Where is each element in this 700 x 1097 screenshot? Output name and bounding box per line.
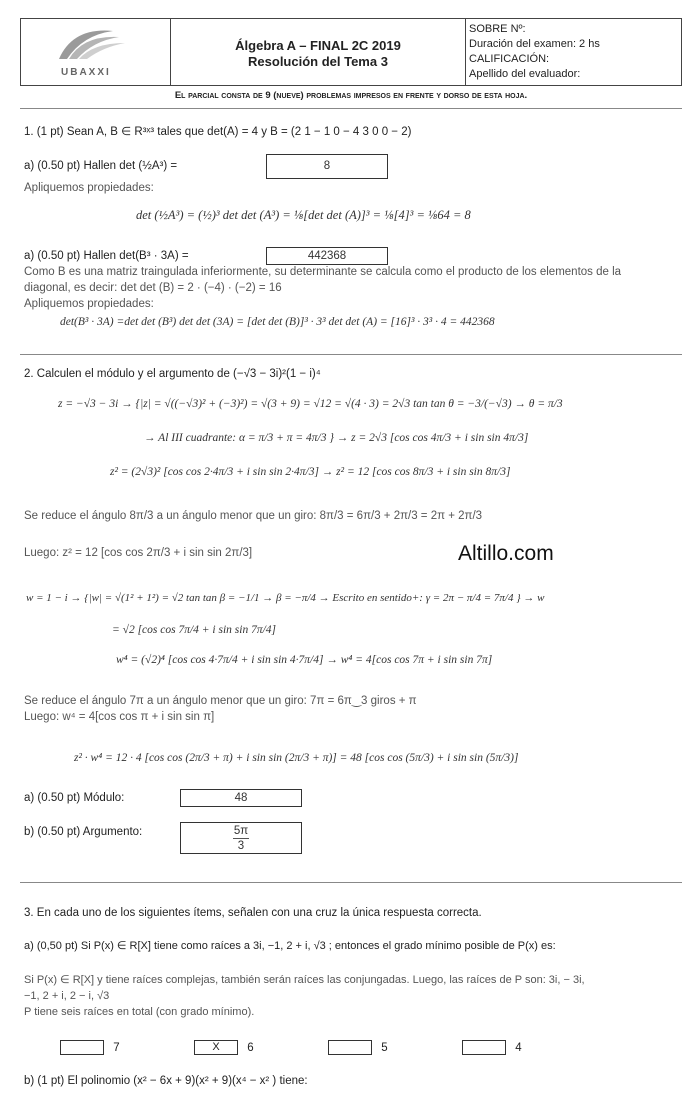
exam-title: Álgebra A – FINAL 2C 2019	[235, 38, 401, 53]
logo-cell	[21, 19, 171, 85]
grade-label: CALIFICACIÓN:	[469, 53, 550, 65]
divider	[20, 882, 682, 883]
p1a-note: Apliquemos propiedades:	[24, 182, 154, 194]
p2-luego2: Luego: w⁴ = 4[cos cos π + i sin sin π]	[24, 711, 215, 723]
p3b-label: b) (1 pt) El polinomio (x² − 6x + 9)(x² + 9)(x⁴ − x² ) tiene:	[24, 1075, 308, 1087]
p3a-note3: P tiene seis raíces en total (con grado mínimo).	[24, 1006, 255, 1018]
p2b-answer-numerator: 5π	[233, 825, 249, 837]
p2-luego1: Luego: z² = 12 [cos cos 2π/3 + i sin sin 2π/3]	[24, 547, 253, 559]
watermark: Altillo.com	[458, 542, 554, 565]
title-cell	[171, 19, 466, 85]
p2-z3: z² = (2√3)² [cos cos 2·4π/3 + i sin sin 2·4π/3] → z² = 12 [cos cos 8π/3 + i sin sin 8π/3]	[110, 466, 511, 478]
fraction-bar	[233, 838, 249, 839]
p2b-answer-denominator: 3	[237, 840, 245, 852]
p1a-math: det (½A³) = (½)³ det det (A³) = ⅛[det det (A)]³ = ⅛[4]³ = ⅛64 = 8	[136, 208, 471, 222]
p2-statement: 2. Calculen el módulo y el argumento de (−√3 − 3i)²(1 − i)⁴	[24, 368, 321, 380]
p2a-answer: 48	[180, 789, 302, 807]
option-checkbox[interactable]	[462, 1040, 506, 1055]
p3a-option-5[interactable]	[328, 1040, 388, 1055]
p1b-label: a) (0.50 pt) Hallen det(B³ · 3A) =	[24, 250, 189, 262]
p3a-option-6[interactable]	[194, 1040, 254, 1055]
p1a-answer: 8	[266, 154, 388, 179]
exam-subtitle: Resolución del Tema 3	[248, 54, 388, 69]
option-value: 6	[247, 1041, 254, 1054]
p2-w3: w⁴ = (√2)⁴ [cos cos 4·7π/4 + i sin sin 4·7π/4] → w⁴ = 4[cos cos 7π + i sin sin 7π]	[116, 654, 493, 666]
p3a-note1: Si P(x) ∈ R[X] y tiene raíces complejas, también serán raíces las conjungadas. Luego, las raíces de P son: 3i, − 3i,	[24, 974, 585, 986]
option-checkbox[interactable]	[60, 1040, 104, 1055]
duration-label: Duración del examen: 2 hs	[469, 38, 600, 50]
option-value: 7	[113, 1041, 120, 1054]
p2-z1: z = −√3 − 3i → {|z| = √((−√3)² + (−3)²) = √(3 + 9) = √12 = √(4 · 3) = 2√3 tan tan θ = −3/(−√3) → θ = π/3	[58, 398, 563, 410]
p3a-option-7[interactable]	[60, 1040, 120, 1055]
p1b-math: det(B³ · 3A) =det det (B³) det det (3A) = [det det (B)]³ · 3³ det det (A) = [16]³ · 3³ · 4 = 442368	[60, 316, 495, 328]
option-value: 4	[515, 1041, 522, 1054]
p3-statement: 3. En cada uno de los siguientes ítems, señalen con una cruz la única respuesta correcta.	[24, 907, 482, 919]
p2-z2: → Al III cuadrante: α = π/3 + π = 4π/3 } → z = 2√3 [cos cos 4π/3 + i sin sin 4π/3]	[144, 432, 529, 444]
p1-statement: 1. (1 pt) Sean A, B ∈ R³ˣ³ tales que det(A) = 4 y B = (2 1 − 1 0 − 4 3 0 0 − 2)	[24, 126, 412, 138]
p3a-label: a) (0,50 pt) Si P(x) ∈ R[X] tiene como raíces a 3i, −1, 2 + i, √3 ; entonces el grado mínimo posible de P(x) es:	[24, 940, 556, 952]
notice: El parcial consta de 9 (nueve) problemas impresos en frente y dorso de esta hoja.	[174, 90, 528, 101]
p1a-label: a) (0.50 pt) Hallen det (½A³) =	[24, 160, 178, 172]
evaluator-label: Apellido del evaluador:	[469, 68, 581, 80]
p2a-label: a) (0.50 pt) Módulo:	[24, 792, 125, 804]
logo-text: UBAXXI	[61, 67, 111, 78]
ubaxxi-logo-icon	[53, 25, 133, 65]
p2b-answer	[180, 822, 302, 854]
p2b-label: b) (0.50 pt) Argumento:	[24, 826, 143, 838]
p1b-note1: Como B es una matriz traingulada inferiormente, su determinante se calcula como el producto de los elementos de la	[24, 266, 622, 278]
option-checkbox[interactable]: X	[194, 1040, 238, 1055]
p2-reduce2: Se reduce el ángulo 7π a un ángulo menor que un giro: 7π = 6π‿3 giros + π	[24, 695, 417, 707]
divider	[20, 108, 682, 109]
p1b-note2: diagonal, es decir: det det (B) = 2 · (−4) · (−2) = 16	[24, 282, 282, 294]
p2-final: z² · w⁴ = 12 · 4 [cos cos (2π/3 + π) + i sin sin (2π/3 + π)] = 48 [cos cos (5π/3) + i sin sin (5π/3)]	[74, 752, 519, 764]
option-value: 5	[381, 1041, 388, 1054]
sobre-label: SOBRE Nº:	[469, 23, 526, 35]
p2-reduce1: Se reduce el ángulo 8π/3 a un ángulo menor que un giro: 8π/3 = 6π/3 + 2π/3 = 2π + 2π/3	[24, 510, 483, 522]
p3a-note2: −1, 2 + i, 2 − i, √3	[24, 990, 110, 1002]
p1b-note3: Apliquemos propiedades:	[24, 298, 154, 310]
exam-header	[20, 18, 682, 86]
p2-w1: w = 1 − i → {|w| = √(1² + 1²) = √2 tan tan β = −1/1 → β = −π/4 → Escrito en sentido+: γ = 2π − π/4 = 7π/4 } → w	[26, 592, 545, 604]
p3a-option-4[interactable]	[462, 1040, 522, 1055]
info-cell	[466, 19, 681, 85]
p1b-answer: 442368	[266, 247, 388, 265]
p2-w2: = √2 [cos cos 7π/4 + i sin sin 7π/4]	[112, 624, 277, 636]
option-checkbox[interactable]	[328, 1040, 372, 1055]
divider	[20, 354, 682, 355]
